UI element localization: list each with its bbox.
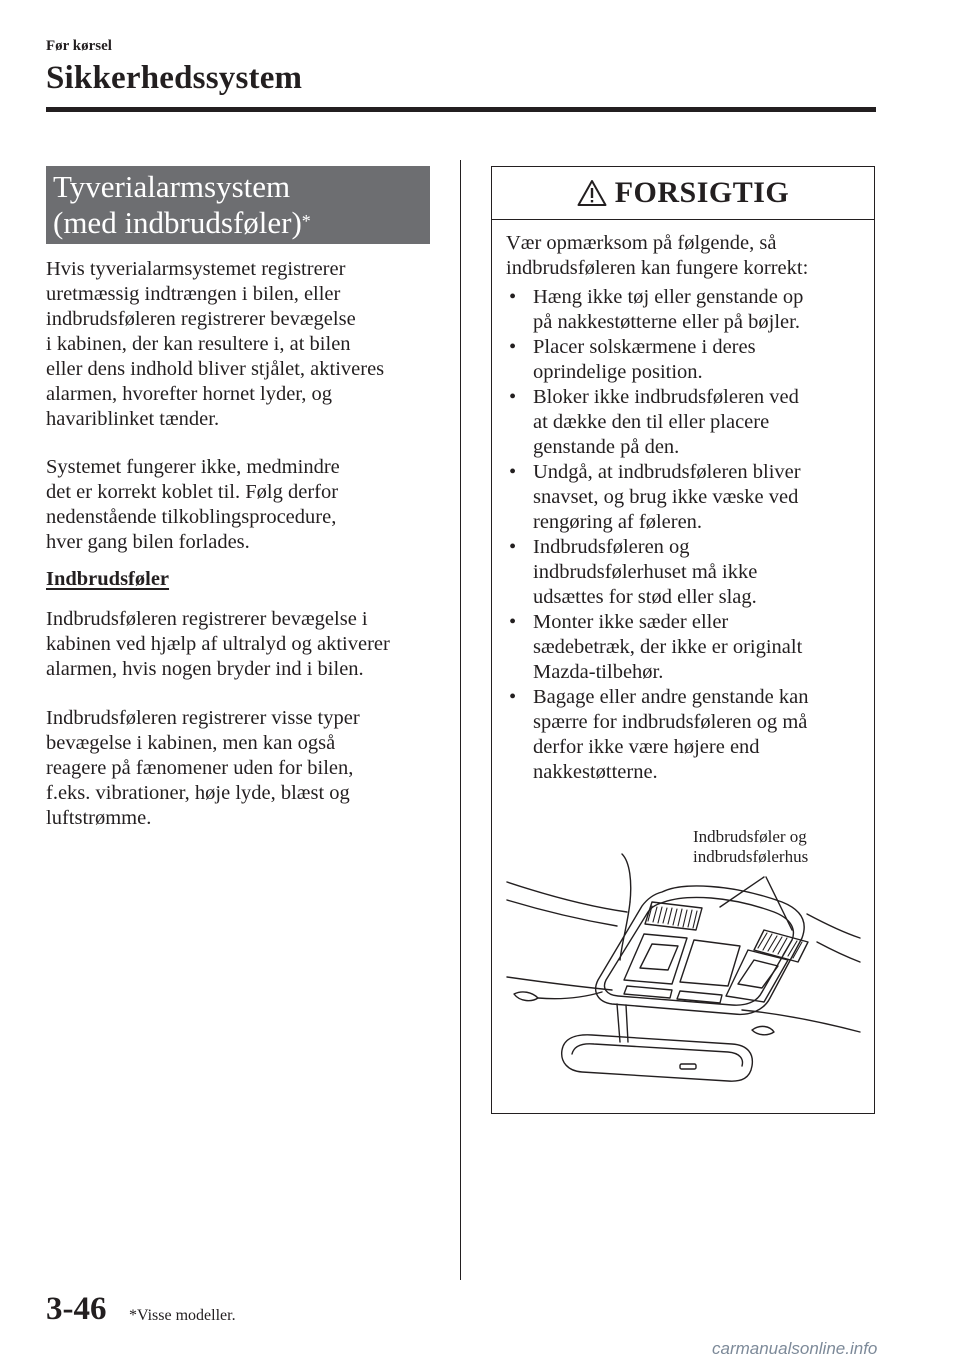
list-item: • Undgå, at indbrudsføleren bliver snavset, og brug ikke væske ved rengøring af føleren. <box>506 460 868 535</box>
header-rule <box>46 107 876 112</box>
overhead-console-illustration <box>502 842 862 1107</box>
paragraph-sensor-limitations: Indbrudsføleren registrerer visse typer bevægelse i kabinen, men kan også reagere på fænomener uden for bilen, f.eks. vibrationer, høje lyde, blæst og luftstrømme. <box>46 707 360 829</box>
subheading-intrusion-sensor: Indbrudsføler <box>46 568 170 590</box>
paragraph-activation: Systemet fungerer ikke, medmindre det er korrekt koblet til. Følg derfor nedenstående tilkoblingsprocedure, hver gang bilen forlades. <box>46 456 340 553</box>
list-item: • Hæng ikke tøj eller genstande op på nakkestøtterne eller på bøjler. <box>506 285 868 335</box>
warning-triangle-icon <box>577 179 607 207</box>
chapter-title: Sikkerhedssystem <box>46 60 303 96</box>
paragraph-sensor-function: Indbrudsføleren registrerer bevægelse i kabinen ved hjælp af ultralyd og aktiverer alarmen, hvis nogen bryder ind i bilen. <box>46 608 390 680</box>
caution-intro: Vær opmærksom på følgende, så indbrudsføleren kan fungere korrekt: <box>506 232 809 279</box>
caution-bullet-list <box>506 285 868 785</box>
section-label: Før kørsel <box>46 38 112 54</box>
list-item: • Bloker ikke indbrudsføleren ved at dække den til eller placere genstande på den. <box>506 385 868 460</box>
list-item: • Placer solskærmene i deres oprindelige position. <box>506 335 868 385</box>
figure-callout: Indbrudsføler og indbrudsfølerhus <box>693 827 809 866</box>
list-item: • Monter ikke sæder eller sædebetræk, der ikke er originalt Mazda-tilbehør. <box>506 610 868 685</box>
section-heading-line1: Tyverialarmsystem <box>53 169 291 204</box>
paragraph-intro: Hvis tyverialarmsystemet registrerer uretmæssig indtrængen i bilen, eller indbrudsføleren registrerer bevægelse i kabinen, der kan resultere i, at bilen eller dens indhold bliver stjålet, aktiveres alarmen, hvorefter hornet lyder, og havariblinket tænder. <box>46 258 385 430</box>
caution-header <box>492 167 874 220</box>
caution-box <box>491 166 875 1114</box>
footnote-mark: * <box>301 211 311 231</box>
list-item: • Indbrudsføleren og indbrudsfølerhuset må ikke udsættes for stød eller slag. <box>506 535 868 610</box>
page-number: 3-46 <box>46 1291 107 1327</box>
section-heading-line2: (med indbrudsføler)* <box>53 205 311 240</box>
section-heading <box>46 166 430 244</box>
caution-title: FORSIGTIG <box>614 176 790 209</box>
list-item: • Bagage eller andre genstande kan spærre for indbrudsføleren og må derfor ikke være højere end nakkestøtterne. <box>506 685 868 785</box>
footnote: *Visse modeller. <box>129 1307 236 1324</box>
watermark-link[interactable]: carmanualsonline.info <box>712 1339 878 1358</box>
column-divider <box>460 160 461 1280</box>
